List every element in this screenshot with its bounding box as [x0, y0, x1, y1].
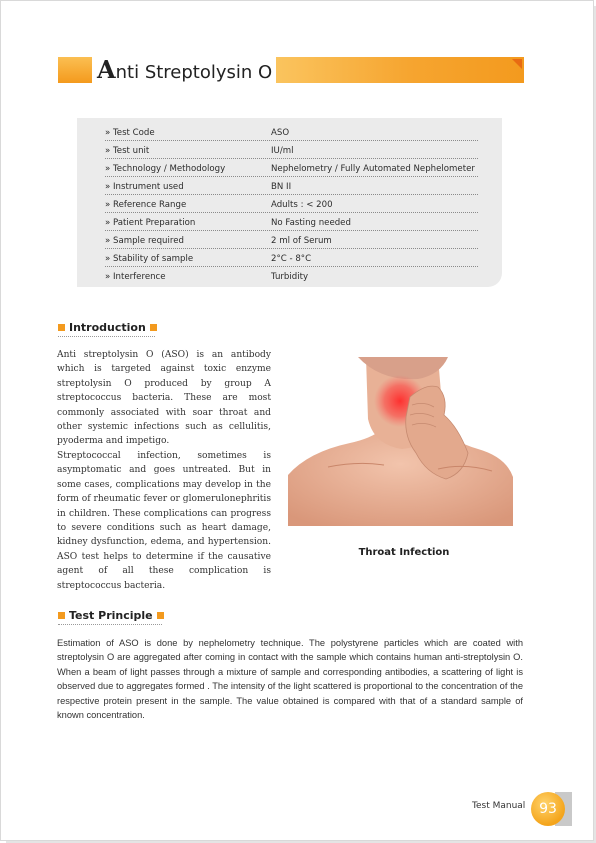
info-value: IU/ml: [271, 146, 294, 156]
test-info-table: [77, 118, 502, 287]
throat-infection-photo: [288, 357, 513, 526]
header-corner-fold: [512, 59, 522, 69]
throat-infection-illustration: [288, 357, 513, 526]
page-title: [93, 53, 276, 85]
info-label: » Instrument used: [105, 182, 184, 192]
info-label: » Stability of sample: [105, 254, 194, 264]
test-principle-heading-text: Test Principle: [69, 609, 153, 622]
bullet-square-icon: [150, 324, 157, 331]
page-number: 93: [531, 792, 565, 826]
info-label: » Patient Preparation: [105, 218, 196, 228]
introduction-heading-underline: [58, 336, 155, 337]
introduction-heading-text: Introduction: [69, 321, 146, 334]
info-value: Adults : < 200: [271, 200, 333, 210]
info-label: » Test Code: [105, 128, 155, 138]
page-title-text: nti Streptolysin O: [115, 62, 273, 83]
info-label: » Interference: [105, 272, 166, 282]
test-principle-heading-underline: [58, 624, 162, 625]
bullet-square-icon: [58, 612, 65, 619]
info-label: » Reference Range: [105, 200, 187, 210]
info-value: ASO: [271, 128, 290, 138]
page-title-initial: A: [97, 55, 116, 84]
header-accent-left: [58, 57, 92, 83]
introduction-paragraph-2: Streptococcal infection, sometimes is asymptomatic and goes untreated. But in some cases, complications may develop in the form of rheumatic fever or glomerulonephritis in children. These complications can progress to severe conditions such as heart damage, kidney dysfunction, edema, and hypertension. ASO test helps to determine if the causative agent of all these complication is streptococcus bacteria.: [57, 451, 271, 591]
bullet-square-icon: [157, 612, 164, 619]
bullet-square-icon: [58, 324, 65, 331]
info-row-test-code: [105, 123, 478, 141]
introduction-paragraph-1: Anti streptolysin O (ASO) is an antibody which is targeted against toxic enzyme streptolysin O produced by group A streptococcus bacteria. These are most commonly associated with soar throat and other systemic infections such as cellulitis, pyoderma and impetigo.: [57, 350, 271, 447]
introduction-heading: [58, 321, 157, 334]
figure-caption: Throat Infection: [358, 547, 450, 558]
test-principle-heading: [58, 609, 164, 622]
test-principle-paragraph: Estimation of ASO is done by nephelometry technique. The polystyrene particles which are coated with streptolysin O are aggregated after coming in contact with the sample which contains human anti-streptolysin O. When a beam of light passes through a mixture of sample and corresponding antibodies, a scattering of light is observed due to aggregates formed . The intensity of the light scattered is proportional to the concentration of the respective protein present in the sample. The value obtained is compared with that of a standard sample of known concentration.: [57, 638, 523, 721]
info-value: No Fasting needed: [271, 218, 351, 228]
info-label: » Test unit: [105, 146, 150, 156]
info-row-patient-preparation: [105, 213, 478, 231]
info-row-test-unit: [105, 141, 478, 159]
info-value: 2 ml of Serum: [271, 236, 332, 246]
info-row-sample-required: [105, 231, 478, 249]
info-value: Nephelometry / Fully Automated Nephelometer: [271, 164, 475, 174]
info-value: BN II: [271, 182, 292, 192]
info-label: » Sample required: [105, 236, 184, 246]
info-row-interference: [105, 267, 478, 285]
info-value: Turbidity: [271, 272, 309, 282]
info-row-reference-range: [105, 195, 478, 213]
info-row-technology: [105, 159, 478, 177]
info-row-stability: [105, 249, 478, 267]
info-row-instrument: [105, 177, 478, 195]
footer-label: Test Manual: [472, 801, 526, 811]
info-value: 2°C - 8°C: [271, 254, 312, 264]
header-accent-right: [268, 57, 524, 83]
info-label: » Technology / Methodology: [105, 164, 226, 174]
